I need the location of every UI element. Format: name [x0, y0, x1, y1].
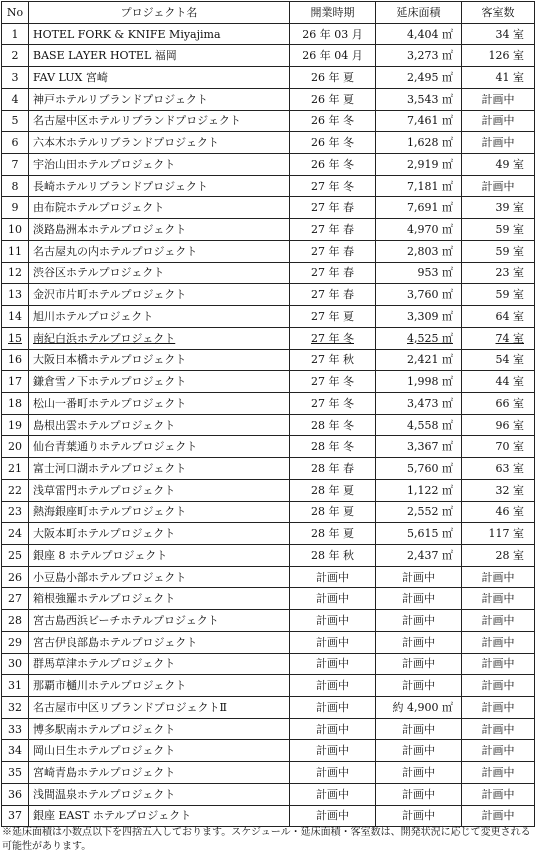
table-header-row [2, 2, 535, 24]
project-name: 群馬草津ホテルプロジェクト [29, 653, 290, 675]
opening-period: 26 年 冬 [290, 132, 376, 154]
floor-area: 計画中 [376, 566, 462, 588]
opening-period: 計画中 [290, 805, 376, 827]
table-row [2, 805, 535, 827]
table-row [2, 284, 535, 306]
floor-area: 4,525 ㎡ [376, 327, 462, 349]
floor-area: 5,760 ㎡ [376, 458, 462, 480]
opening-period: 計画中 [290, 697, 376, 719]
room-count: 74 室 [462, 327, 535, 349]
room-count: 計画中 [462, 566, 535, 588]
room-count: 126 室 [462, 45, 535, 67]
room-count: 計画中 [462, 110, 535, 132]
project-name: 浅草雷門ホテルプロジェクト [29, 479, 290, 501]
floor-area: 計画中 [376, 588, 462, 610]
project-name: 六本木ホテルリブランドプロジェクト [29, 132, 290, 154]
opening-period: 27 年 冬 [290, 327, 376, 349]
floor-area: 約 4,900 ㎡ [376, 697, 462, 719]
floor-area: 3,543 ㎡ [376, 88, 462, 110]
table-row [2, 740, 535, 762]
project-name: 岡山日生ホテルプロジェクト [29, 740, 290, 762]
room-count: 41 室 [462, 67, 535, 89]
table-row [2, 23, 535, 45]
floor-area: 計画中 [376, 631, 462, 653]
opening-period: 26 年 冬 [290, 154, 376, 176]
project-name: 長崎ホテルリブランドプロジェクト [29, 175, 290, 197]
table-row [2, 349, 535, 371]
room-count: 計画中 [462, 610, 535, 632]
table-row [2, 610, 535, 632]
project-name: 神戸ホテルリブランドプロジェクト [29, 88, 290, 110]
row-number: 13 [2, 284, 29, 306]
row-number: 25 [2, 544, 29, 566]
table-row [2, 436, 535, 458]
project-name: 南紀白浜ホテルプロジェクト [29, 327, 290, 349]
table-body [2, 23, 535, 827]
table-row [2, 371, 535, 393]
table-row [2, 262, 535, 284]
room-count: 計画中 [462, 718, 535, 740]
floor-area: 3,473 ㎡ [376, 392, 462, 414]
table-row [2, 414, 535, 436]
table-row [2, 306, 535, 328]
opening-period: 28 年 秋 [290, 544, 376, 566]
opening-period: 26 年 夏 [290, 67, 376, 89]
table-row [2, 219, 535, 241]
floor-area: 2,437 ㎡ [376, 544, 462, 566]
table-row [2, 718, 535, 740]
room-count: 計画中 [462, 805, 535, 827]
floor-area: 計画中 [376, 610, 462, 632]
table-row [2, 588, 535, 610]
opening-period: 計画中 [290, 762, 376, 784]
room-count: 70 室 [462, 436, 535, 458]
table-row [2, 240, 535, 262]
opening-period: 28 年 夏 [290, 479, 376, 501]
floor-area: 3,367 ㎡ [376, 436, 462, 458]
row-number: 35 [2, 762, 29, 784]
table-row [2, 653, 535, 675]
room-count: 計画中 [462, 762, 535, 784]
row-number: 24 [2, 523, 29, 545]
room-count: 計画中 [462, 783, 535, 805]
floor-area: 計画中 [376, 675, 462, 697]
project-name: 鎌倉雪ノ下ホテルプロジェクト [29, 371, 290, 393]
table-row [2, 88, 535, 110]
project-name: 宮古島西浜ビーチホテルプロジェクト [29, 610, 290, 632]
floor-area: 計画中 [376, 653, 462, 675]
opening-period: 計画中 [290, 653, 376, 675]
room-count: 44 室 [462, 371, 535, 393]
room-count: 46 室 [462, 501, 535, 523]
project-name: 松山一番町ホテルプロジェクト [29, 392, 290, 414]
opening-period: 計画中 [290, 740, 376, 762]
floor-area: 3,309 ㎡ [376, 306, 462, 328]
row-number: 22 [2, 479, 29, 501]
room-count: 計画中 [462, 675, 535, 697]
project-name: 博多駅南ホテルプロジェクト [29, 718, 290, 740]
room-count: 39 室 [462, 197, 535, 219]
floor-area: 1,122 ㎡ [376, 479, 462, 501]
opening-period: 計画中 [290, 631, 376, 653]
row-number: 2 [2, 45, 29, 67]
floor-area: 2,495 ㎡ [376, 67, 462, 89]
row-number: 4 [2, 88, 29, 110]
project-name: 淡路島洲本ホテルプロジェクト [29, 219, 290, 241]
table-row [2, 762, 535, 784]
floor-area: 計画中 [376, 805, 462, 827]
room-count: 32 室 [462, 479, 535, 501]
row-number: 18 [2, 392, 29, 414]
row-number: 37 [2, 805, 29, 827]
footnote: ※延床面積は小数点以下を四捨五入しております。スケジュール・延床面積・客室数は、開発状況に応じて変更される可能性があります。 [2, 827, 531, 852]
opening-period: 27 年 夏 [290, 306, 376, 328]
project-name: 宮崎青島ホテルプロジェクト [29, 762, 290, 784]
project-name: 大阪本町ホテルプロジェクト [29, 523, 290, 545]
row-number: 20 [2, 436, 29, 458]
header-opening: 開業時期 [290, 2, 376, 24]
room-count: 59 室 [462, 240, 535, 262]
floor-area: 2,552 ㎡ [376, 501, 462, 523]
row-number: 32 [2, 697, 29, 719]
project-name: 富士河口湖ホテルプロジェクト [29, 458, 290, 480]
table-row [2, 675, 535, 697]
room-count: 66 室 [462, 392, 535, 414]
table-row [2, 458, 535, 480]
room-count: 計画中 [462, 88, 535, 110]
project-name: 旭川ホテルプロジェクト [29, 306, 290, 328]
floor-area: 1,628 ㎡ [376, 132, 462, 154]
header-floor-area: 延床面積 [376, 2, 462, 24]
floor-area: 2,803 ㎡ [376, 240, 462, 262]
row-number: 12 [2, 262, 29, 284]
opening-period: 計画中 [290, 718, 376, 740]
row-number: 17 [2, 371, 29, 393]
row-number: 26 [2, 566, 29, 588]
opening-period: 26 年 夏 [290, 88, 376, 110]
row-number: 30 [2, 653, 29, 675]
row-number: 21 [2, 458, 29, 480]
project-name: 銀座 8 ホテルプロジェクト [29, 544, 290, 566]
opening-period: 27 年 春 [290, 262, 376, 284]
project-name: 箱根強羅ホテルプロジェクト [29, 588, 290, 610]
table-row [2, 327, 535, 349]
hotel-project-table [1, 1, 535, 827]
room-count: 63 室 [462, 458, 535, 480]
floor-area: 1,998 ㎡ [376, 371, 462, 393]
row-number: 1 [2, 23, 29, 45]
opening-period: 計画中 [290, 566, 376, 588]
opening-period: 27 年 春 [290, 197, 376, 219]
floor-area: 7,461 ㎡ [376, 110, 462, 132]
floor-area: 2,919 ㎡ [376, 154, 462, 176]
opening-period: 27 年 秋 [290, 349, 376, 371]
project-name: BASE LAYER HOTEL 福岡 [29, 45, 290, 67]
row-number: 31 [2, 675, 29, 697]
room-count: 23 室 [462, 262, 535, 284]
table-row [2, 132, 535, 154]
opening-period: 28 年 冬 [290, 436, 376, 458]
row-number: 36 [2, 783, 29, 805]
table-row [2, 45, 535, 67]
row-number: 14 [2, 306, 29, 328]
row-number: 5 [2, 110, 29, 132]
floor-area: 4,970 ㎡ [376, 219, 462, 241]
row-number: 29 [2, 631, 29, 653]
room-count: 117 室 [462, 523, 535, 545]
floor-area: 7,691 ㎡ [376, 197, 462, 219]
project-name: 熱海銀座町ホテルプロジェクト [29, 501, 290, 523]
row-number: 33 [2, 718, 29, 740]
opening-period: 26 年 03 月 [290, 23, 376, 45]
floor-area: 3,760 ㎡ [376, 284, 462, 306]
project-name: 金沢市片町ホテルプロジェクト [29, 284, 290, 306]
opening-period: 27 年 春 [290, 240, 376, 262]
project-name: 名古屋丸の内ホテルプロジェクト [29, 240, 290, 262]
floor-area: 953 ㎡ [376, 262, 462, 284]
floor-area: 5,615 ㎡ [376, 523, 462, 545]
room-count: 計画中 [462, 740, 535, 762]
project-name: 浅間温泉ホテルプロジェクト [29, 783, 290, 805]
row-number: 28 [2, 610, 29, 632]
table-row [2, 110, 535, 132]
room-count: 59 室 [462, 284, 535, 306]
room-count: 34 室 [462, 23, 535, 45]
floor-area: 2,421 ㎡ [376, 349, 462, 371]
row-number: 7 [2, 154, 29, 176]
project-name: 名古屋市中区リブランドプロジェクトⅡ [29, 697, 290, 719]
project-name: 宇治山田ホテルプロジェクト [29, 154, 290, 176]
row-number: 6 [2, 132, 29, 154]
floor-area: 計画中 [376, 718, 462, 740]
table-row [2, 523, 535, 545]
opening-period: 27 年 冬 [290, 175, 376, 197]
room-count: 計画中 [462, 132, 535, 154]
room-count: 計画中 [462, 697, 535, 719]
project-name: FAV LUX 宮崎 [29, 67, 290, 89]
project-name: 由布院ホテルプロジェクト [29, 197, 290, 219]
floor-area: 計画中 [376, 783, 462, 805]
project-name: 大阪日本橋ホテルプロジェクト [29, 349, 290, 371]
opening-period: 計画中 [290, 675, 376, 697]
table-row [2, 566, 535, 588]
project-name: 仙台青葉通りホテルプロジェクト [29, 436, 290, 458]
project-name: 小豆島小部ホテルプロジェクト [29, 566, 290, 588]
opening-period: 計画中 [290, 610, 376, 632]
header-no: No [2, 2, 29, 24]
project-name: 宮古伊良部島ホテルプロジェクト [29, 631, 290, 653]
opening-period: 計画中 [290, 783, 376, 805]
project-name: HOTEL FORK & KNIFE Miyajima [29, 23, 290, 45]
floor-area: 計画中 [376, 740, 462, 762]
header-project-name: プロジェクト名 [29, 2, 290, 24]
row-number: 27 [2, 588, 29, 610]
table-row [2, 697, 535, 719]
floor-area: 4,404 ㎡ [376, 23, 462, 45]
room-count: 計画中 [462, 588, 535, 610]
opening-period: 28 年 春 [290, 458, 376, 480]
table-row [2, 197, 535, 219]
row-number: 8 [2, 175, 29, 197]
room-count: 64 室 [462, 306, 535, 328]
floor-area: 3,273 ㎡ [376, 45, 462, 67]
row-number: 15 [2, 327, 29, 349]
room-count: 54 室 [462, 349, 535, 371]
table-row [2, 67, 535, 89]
opening-period: 27 年 春 [290, 284, 376, 306]
opening-period: 28 年 冬 [290, 414, 376, 436]
project-name: 名古屋中区ホテルリブランドプロジェクト [29, 110, 290, 132]
room-count: 49 室 [462, 154, 535, 176]
opening-period: 26 年 冬 [290, 110, 376, 132]
row-number: 3 [2, 67, 29, 89]
project-name: 銀座 EAST ホテルプロジェクト [29, 805, 290, 827]
opening-period: 27 年 冬 [290, 392, 376, 414]
room-count: 計画中 [462, 175, 535, 197]
room-count: 計画中 [462, 631, 535, 653]
row-number: 16 [2, 349, 29, 371]
row-number: 19 [2, 414, 29, 436]
table-row [2, 501, 535, 523]
opening-period: 27 年 冬 [290, 371, 376, 393]
row-number: 34 [2, 740, 29, 762]
table-row [2, 544, 535, 566]
opening-period: 計画中 [290, 588, 376, 610]
opening-period: 28 年 夏 [290, 501, 376, 523]
row-number: 11 [2, 240, 29, 262]
opening-period: 26 年 04 月 [290, 45, 376, 67]
row-number: 9 [2, 197, 29, 219]
room-count: 59 室 [462, 219, 535, 241]
table-row [2, 631, 535, 653]
header-rooms: 客室数 [462, 2, 535, 24]
table-row [2, 479, 535, 501]
table-row [2, 783, 535, 805]
room-count: 96 室 [462, 414, 535, 436]
table-row [2, 154, 535, 176]
table-row [2, 392, 535, 414]
row-number: 10 [2, 219, 29, 241]
row-number: 23 [2, 501, 29, 523]
project-name: 渋谷区ホテルプロジェクト [29, 262, 290, 284]
table-row [2, 175, 535, 197]
opening-period: 28 年 夏 [290, 523, 376, 545]
floor-area: 計画中 [376, 762, 462, 784]
room-count: 28 室 [462, 544, 535, 566]
floor-area: 7,181 ㎡ [376, 175, 462, 197]
opening-period: 27 年 春 [290, 219, 376, 241]
project-name: 島根出雲ホテルプロジェクト [29, 414, 290, 436]
room-count: 計画中 [462, 653, 535, 675]
project-name: 那覇市樋川ホテルプロジェクト [29, 675, 290, 697]
floor-area: 4,558 ㎡ [376, 414, 462, 436]
